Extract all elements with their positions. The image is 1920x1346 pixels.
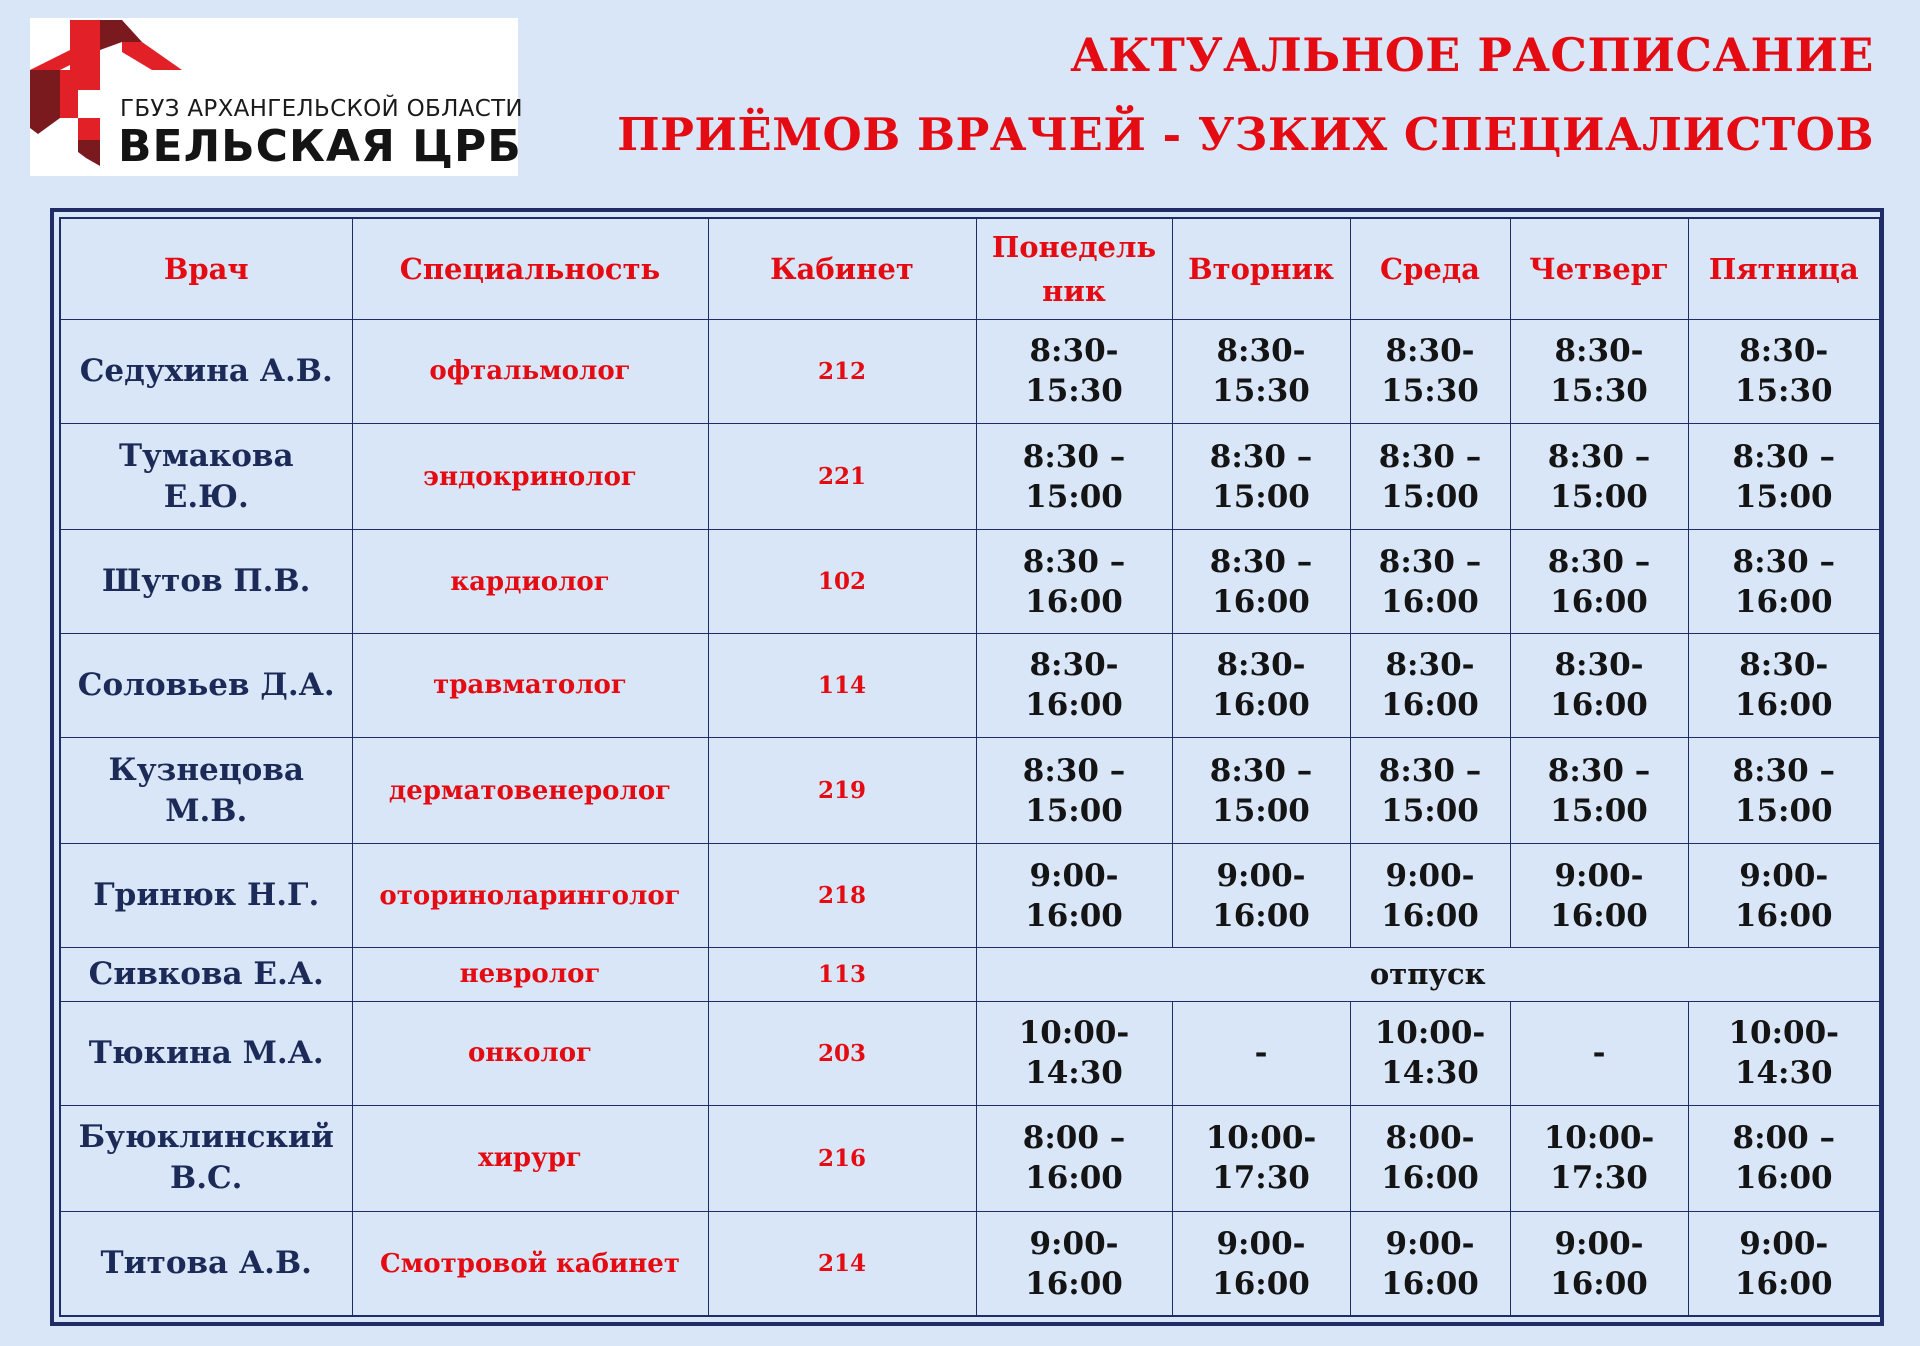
hours-start: 8:30 –	[1022, 438, 1126, 475]
doctor-name-line-1: Тумакова	[118, 437, 294, 474]
hours-start: -	[1254, 1035, 1268, 1072]
table-row	[60, 1001, 1880, 1105]
tuesday-hours	[1172, 737, 1350, 843]
hours-end: 16:00	[1025, 1265, 1123, 1302]
hours-start: 9:00-	[1739, 1225, 1829, 1262]
table-row	[60, 320, 1880, 424]
hours-start: 8:30 –	[1022, 752, 1126, 789]
vacation-cell: отпуск	[976, 948, 1880, 1002]
hours-start: 8:30-	[1216, 647, 1306, 684]
hours-end: 17:30	[1212, 1160, 1310, 1197]
hours-end: 16:00	[1550, 687, 1648, 724]
hours-start: 8:30 –	[1209, 543, 1313, 580]
hours-end: 14:30	[1025, 1055, 1123, 1092]
hours-start: 9:00-	[1029, 1225, 1119, 1262]
doctor-name-line-2: Е.Ю.	[163, 478, 249, 515]
doctor-name-line-1: Сивкова Е.А.	[88, 955, 324, 992]
monday-hours	[976, 530, 1172, 634]
hours-start: 8:30-	[1554, 333, 1644, 370]
header-thursday: Четверг	[1510, 218, 1688, 320]
hours-end: 16:00	[1212, 897, 1310, 934]
hours-end: 15:00	[1550, 792, 1648, 829]
page-title-line-1: АКТУАЛЬНОЕ РАСПИСАНИЕ	[1070, 28, 1874, 82]
room-cell: 219	[708, 737, 976, 843]
tuesday-hours	[1172, 320, 1350, 424]
room-cell: 203	[708, 1001, 976, 1105]
doctor-name-line-1: Тюкина М.А.	[88, 1034, 324, 1071]
table-row	[60, 530, 1880, 634]
doctor-name-line-1: Кузнецова	[108, 751, 304, 788]
thursday-hours	[1510, 844, 1688, 948]
thursday-hours	[1510, 1212, 1688, 1316]
hours-start: 8:30 –	[1732, 438, 1835, 475]
doctor-name	[60, 1105, 352, 1211]
friday-hours	[1688, 634, 1880, 738]
tuesday-hours	[1172, 1212, 1350, 1316]
friday-hours	[1688, 423, 1880, 529]
friday-hours	[1688, 1001, 1880, 1105]
specialty-cell: травматолог	[352, 634, 708, 738]
friday-hours	[1688, 1212, 1880, 1316]
hours-end: 16:00	[1381, 1160, 1479, 1197]
header-room: Кабинет	[708, 218, 976, 320]
room-cell: 113	[708, 948, 976, 1002]
doctor-name	[60, 948, 352, 1002]
wednesday-hours	[1350, 423, 1510, 529]
room-cell: 214	[708, 1212, 976, 1316]
doctor-name	[60, 320, 352, 424]
monday-hours	[976, 1001, 1172, 1105]
doctor-name	[60, 1001, 352, 1105]
monday-hours	[976, 320, 1172, 424]
monday-hours	[976, 1212, 1172, 1316]
hours-end: 16:00	[1212, 687, 1310, 724]
logo-organization-text: ГБУЗ АРХАНГЕЛЬСКОЙ ОБЛАСТИ	[120, 96, 523, 122]
specialty-cell: невролог	[352, 948, 708, 1002]
wednesday-hours	[1350, 1212, 1510, 1316]
hours-end: 15:30	[1381, 373, 1479, 410]
table-row	[60, 1105, 1880, 1211]
page-title-line-2: ПРИЁМОВ ВРАЧЕЙ - УЗКИХ СПЕЦИАЛИСТОВ	[617, 108, 1874, 161]
thursday-hours	[1510, 530, 1688, 634]
hours-start: 8:30 –	[1378, 438, 1482, 475]
header-monday-part-2: ник	[1042, 274, 1106, 308]
specialty-cell: кардиолог	[352, 530, 708, 634]
table-row	[60, 737, 1880, 843]
header-wednesday: Среда	[1350, 218, 1510, 320]
hours-start: 8:30-	[1029, 333, 1119, 370]
hours-start: 8:00-	[1385, 1120, 1475, 1157]
table-row	[60, 948, 1880, 1002]
specialty-cell: Смотровой кабинет	[352, 1212, 708, 1316]
hours-end: 14:30	[1381, 1055, 1479, 1092]
hours-end: 15:00	[1212, 792, 1310, 829]
tuesday-hours	[1172, 530, 1350, 634]
hours-start: 9:00-	[1554, 857, 1644, 894]
header-monday-part-1: Понедель	[991, 230, 1157, 264]
hours-start: 8:30-	[1385, 647, 1475, 684]
hours-start: 8:30-	[1385, 333, 1475, 370]
hours-start: 8:00 –	[1732, 1120, 1835, 1157]
schedule-frame	[50, 208, 1884, 1326]
thursday-hours	[1510, 320, 1688, 424]
doctor-name-line-1: Седухина А.В.	[79, 352, 333, 389]
hours-end: 15:30	[1025, 373, 1123, 410]
hours-start: 8:30 –	[1732, 543, 1835, 580]
doctor-name	[60, 737, 352, 843]
thursday-hours	[1510, 737, 1688, 843]
table-row	[60, 634, 1880, 738]
header-row	[60, 218, 1880, 320]
table-row	[60, 1212, 1880, 1316]
hours-end: 16:00	[1381, 1265, 1479, 1302]
hours-end: 15:00	[1381, 478, 1479, 515]
table-row	[60, 423, 1880, 529]
hours-end: 15:30	[1212, 373, 1310, 410]
hours-end: 16:00	[1025, 583, 1123, 620]
hours-start: 9:00-	[1554, 1225, 1644, 1262]
doctor-name-line-1: Гринюк Н.Г.	[93, 877, 320, 914]
hours-end: 15:00	[1025, 792, 1123, 829]
hours-end: 16:00	[1025, 897, 1123, 934]
logo-hospital-name: ВЕЛЬСКАЯ ЦРБ	[118, 121, 522, 172]
tuesday-hours	[1172, 634, 1350, 738]
hours-end: 15:00	[1025, 478, 1123, 515]
tuesday-hours	[1172, 1105, 1350, 1211]
hours-start: 10:00-	[1205, 1120, 1317, 1157]
hours-end: 16:00	[1381, 583, 1479, 620]
room-cell: 212	[708, 320, 976, 424]
hours-start: 8:30 –	[1732, 752, 1835, 789]
hours-start: 8:30-	[1739, 647, 1829, 684]
room-cell: 216	[708, 1105, 976, 1211]
hours-start: 10:00-	[1728, 1015, 1840, 1052]
thursday-hours	[1510, 634, 1688, 738]
hours-start: 9:00-	[1029, 857, 1119, 894]
room-cell: 218	[708, 844, 976, 948]
doctor-name	[60, 1212, 352, 1316]
header-friday: Пятница	[1688, 218, 1880, 320]
hours-start: -	[1592, 1035, 1606, 1072]
thursday-hours	[1510, 1001, 1688, 1105]
hours-start: 8:30 –	[1209, 752, 1313, 789]
specialty-cell: дерматовенеролог	[352, 737, 708, 843]
schedule-table	[59, 217, 1881, 1317]
hours-end: 16:00	[1381, 687, 1479, 724]
tuesday-hours	[1172, 1001, 1350, 1105]
doctor-name-line-1: Буюклинский	[78, 1119, 334, 1156]
wednesday-hours	[1350, 530, 1510, 634]
hours-end: 16:00	[1212, 1265, 1310, 1302]
table-row	[60, 844, 1880, 948]
doctor-name-line-1: Титова А.В.	[100, 1245, 312, 1281]
tuesday-hours	[1172, 844, 1350, 948]
hours-start: 10:00-	[1543, 1120, 1655, 1157]
hours-start: 8:30-	[1739, 333, 1829, 370]
room-cell: 102	[708, 530, 976, 634]
friday-hours	[1688, 530, 1880, 634]
friday-hours	[1688, 1105, 1880, 1211]
hours-end: 16:00	[1381, 897, 1479, 934]
hours-end: 16:00	[1734, 1265, 1833, 1302]
hours-end: 16:00	[1550, 897, 1648, 934]
hours-start: 8:00 –	[1022, 1120, 1126, 1157]
friday-hours	[1688, 737, 1880, 843]
thursday-hours	[1510, 1105, 1688, 1211]
header-monday	[976, 218, 1172, 320]
hospital-logo	[30, 18, 523, 176]
doctor-name	[60, 634, 352, 738]
specialty-cell: офтальмолог	[352, 320, 708, 424]
doctor-name-line-1: Шутов П.В.	[102, 563, 311, 600]
hours-end: 15:00	[1212, 478, 1310, 515]
friday-hours	[1688, 320, 1880, 424]
hours-end: 16:00	[1734, 897, 1833, 934]
monday-hours	[976, 1105, 1172, 1211]
doctor-name-line-1: Соловьев Д.А.	[77, 666, 335, 703]
header-tuesday: Вторник	[1172, 218, 1350, 320]
monday-hours	[976, 844, 1172, 948]
hours-start: 10:00-	[1374, 1015, 1486, 1052]
wednesday-hours	[1350, 634, 1510, 738]
hours-start: 10:00-	[1018, 1015, 1130, 1052]
wednesday-hours	[1350, 737, 1510, 843]
hours-start: 8:30 –	[1209, 438, 1313, 475]
hours-end: 15:30	[1734, 373, 1833, 410]
specialty-cell: эндокринолог	[352, 423, 708, 529]
hours-end: 16:00	[1734, 687, 1833, 724]
hours-end: 15:00	[1550, 478, 1648, 515]
room-cell: 114	[708, 634, 976, 738]
hours-start: 9:00-	[1216, 857, 1306, 894]
wednesday-hours	[1350, 1001, 1510, 1105]
hours-start: 8:30 –	[1547, 438, 1651, 475]
wednesday-hours	[1350, 844, 1510, 948]
hours-end: 17:30	[1550, 1160, 1648, 1197]
header-doctor: Врач	[60, 218, 352, 320]
hours-start: 8:30-	[1216, 333, 1306, 370]
hours-end: 16:00	[1734, 583, 1833, 620]
hours-end: 15:00	[1734, 478, 1833, 515]
tuesday-hours	[1172, 423, 1350, 529]
hours-start: 8:30-	[1029, 647, 1119, 684]
hours-start: 8:30 –	[1022, 543, 1126, 580]
specialty-cell: онколог	[352, 1001, 708, 1105]
hours-end: 16:00	[1212, 583, 1310, 620]
hours-start: 9:00-	[1385, 1225, 1475, 1262]
hours-end: 16:00	[1025, 1160, 1123, 1197]
hours-start: 9:00-	[1216, 1225, 1306, 1262]
hours-end: 16:00	[1734, 1160, 1833, 1197]
hours-end: 15:00	[1734, 792, 1833, 829]
monday-hours	[976, 423, 1172, 529]
hours-end: 16:00	[1025, 687, 1123, 724]
monday-hours	[976, 737, 1172, 843]
hours-start: 9:00-	[1739, 857, 1829, 894]
hours-start: 9:00-	[1385, 857, 1475, 894]
hours-end: 14:30	[1734, 1055, 1833, 1092]
thursday-hours	[1510, 423, 1688, 529]
specialty-cell: оториноларинголог	[352, 844, 708, 948]
hours-start: 8:30-	[1554, 647, 1644, 684]
hours-start: 8:30 –	[1378, 752, 1482, 789]
hours-end: 15:00	[1381, 792, 1479, 829]
friday-hours	[1688, 844, 1880, 948]
header-specialty: Специальность	[352, 218, 708, 320]
doctor-name	[60, 530, 352, 634]
hours-end: 16:00	[1550, 1265, 1648, 1302]
hours-start: 8:30 –	[1378, 543, 1482, 580]
doctor-name-line-2: М.В.	[165, 792, 248, 829]
wednesday-hours	[1350, 320, 1510, 424]
monday-hours	[976, 634, 1172, 738]
room-cell: 221	[708, 423, 976, 529]
hours-start: 8:30 –	[1547, 752, 1651, 789]
doctor-name-line-2: В.С.	[170, 1160, 243, 1197]
wednesday-hours	[1350, 1105, 1510, 1211]
hours-end: 16:00	[1550, 583, 1648, 620]
doctor-name	[60, 844, 352, 948]
hours-end: 15:30	[1550, 373, 1648, 410]
specialty-cell: хирург	[352, 1105, 708, 1211]
hours-start: 8:30 –	[1547, 543, 1651, 580]
doctor-name	[60, 423, 352, 529]
